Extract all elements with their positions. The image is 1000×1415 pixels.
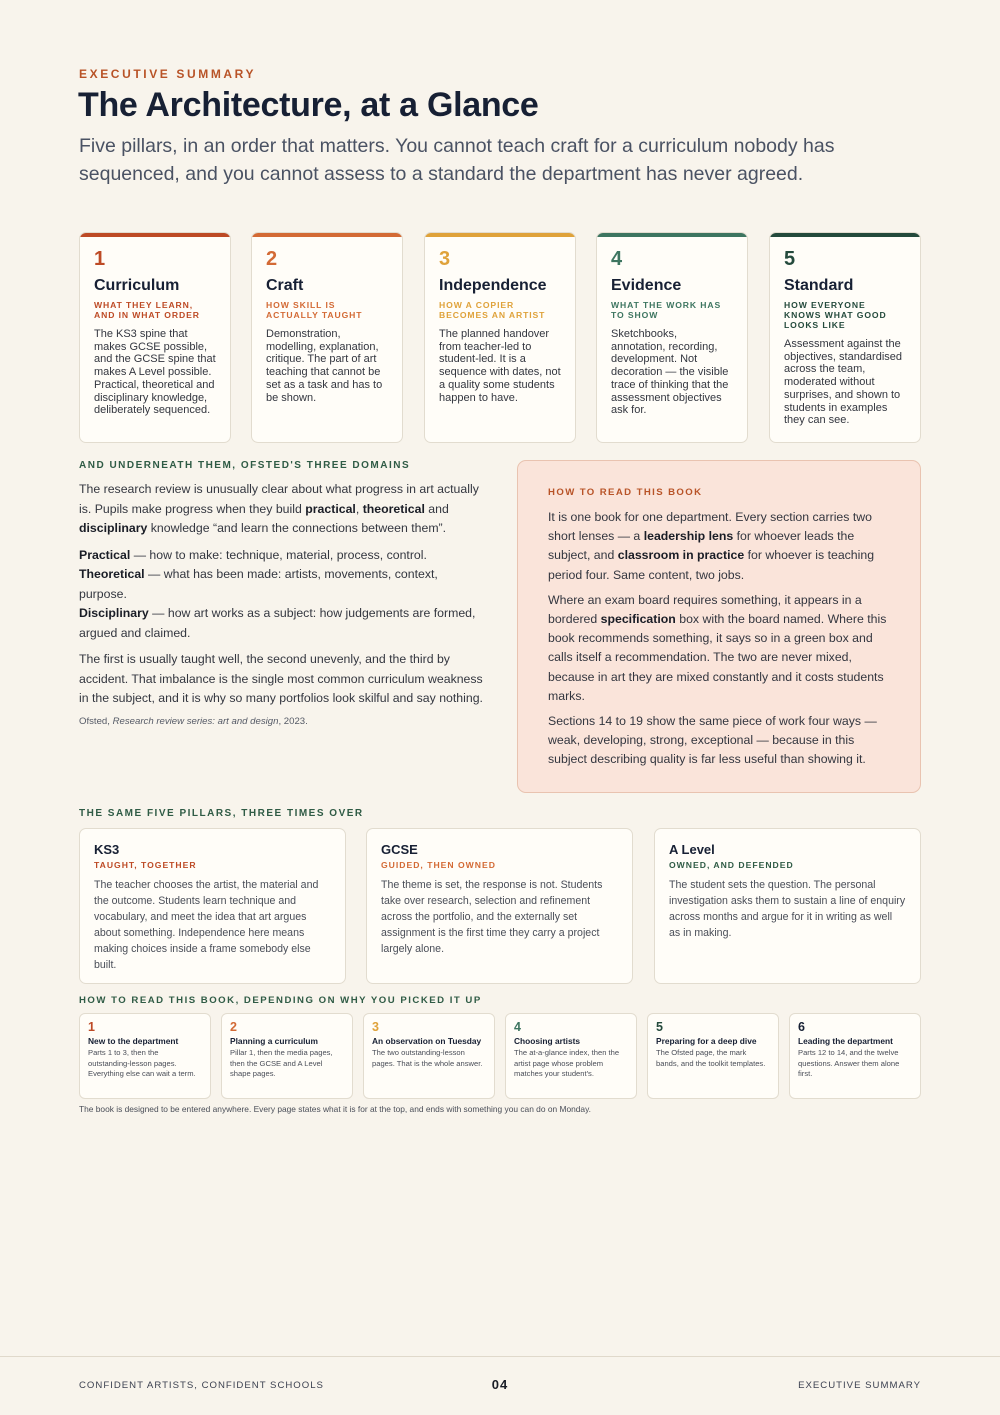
- stage-cards: [79, 828, 921, 984]
- pillar-number: 4: [611, 248, 623, 270]
- how-to-read-box: [517, 460, 921, 793]
- pillar-cards: [79, 232, 921, 443]
- route-description: Parts 12 to 14, and the twelve questions. Answer them alone first.: [798, 1048, 900, 1079]
- stage-name: GCSE: [381, 842, 418, 857]
- pillar-description: Sketchbooks, annotation, recording, development. Not decoration — the visible trace of thinking that the assessment objectives ask for.: [611, 328, 729, 417]
- route-number: 6: [798, 1020, 805, 1034]
- domain-practical-text: — how to make: technique, material, process, control.: [130, 547, 427, 562]
- bold-term: disciplinary: [79, 521, 148, 535]
- pillar-tag: HOW EVERYONE KNOWS WHAT GOOD LOOKS LIKE: [784, 300, 887, 330]
- route-name: An observation on Tuesday: [372, 1036, 482, 1046]
- page-lede: Five pillars, in an order that matters. You cannot teach craft for a curriculum nobody has sequenced, and you cannot assess to a standard the department has never agreed.: [79, 135, 835, 185]
- citation-title: Research review series: art and design: [112, 715, 279, 727]
- route-card-deep-dive: [647, 1013, 779, 1099]
- stage-name: A Level: [669, 842, 715, 857]
- stage-description: The theme is set, the response is not. Students take over research, selection and refinement across the portfolio, and the externally set assignment is the first time they carry a project largely alone.: [381, 879, 603, 955]
- route-name: Choosing artists: [514, 1036, 581, 1046]
- text-run: ,: [355, 501, 363, 516]
- route-name: Preparing for a deep dive: [656, 1036, 757, 1046]
- stage-name: KS3: [94, 842, 120, 857]
- ofsted-section-label: AND UNDERNEATH THEM, OFSTED'S THREE DOMAINS: [79, 460, 411, 471]
- domain-theoretical-term: Theoretical: [79, 567, 145, 581]
- pillar-tag: HOW SKILL IS ACTUALLY TAUGHT: [266, 300, 363, 320]
- pillar-card-evidence: [596, 232, 748, 443]
- bold-term: theoretical: [362, 501, 425, 516]
- pillar-card-standard: [769, 232, 921, 443]
- text-run: Ofsted,: [79, 715, 113, 727]
- routes-note: The book is designed to be entered anywhere. Every page states what it is for at the top, and ends with something you can do on Monday.: [79, 1104, 591, 1114]
- route-card-leading: [789, 1013, 921, 1099]
- route-name: Planning a curriculum: [230, 1036, 318, 1046]
- footer-section-name: EXECUTIVE SUMMARY: [798, 1380, 921, 1391]
- pillar-tag: WHAT THEY LEARN, AND IN WHAT ORDER: [94, 300, 200, 320]
- text-run: box with the board named. Where this book recommends something, it says so in a green box and calls itself a recommendation. The two are never mixed, because in art they are mixed constantly and it costs students marks.: [548, 612, 887, 703]
- text-run: knowledge “and learn the connections between them”.: [147, 521, 447, 535]
- pillar-number: 2: [266, 248, 278, 270]
- route-description: The at-a-glance index, then the artist page whose problem matches your student's.: [514, 1048, 620, 1079]
- stage-description: The teacher chooses the artist, the material and the outcome. Students learn technique and vocabulary, and meet the idea that art argues about something. Independence here means making choices inside a frame somebody else built.: [94, 879, 319, 971]
- stage-card-ks3: [79, 828, 346, 984]
- howto-paragraph-sections: Sections 14 to 19 show the same piece of work four ways — weak, developing, strong, exceptional — because in this subject describing quality is far less useful than showing it.: [548, 714, 877, 767]
- stage-card-a-level: [654, 828, 921, 984]
- pillar-name: Evidence: [611, 277, 682, 294]
- stage-tag: TAUGHT, TOGETHER: [94, 860, 197, 870]
- route-card-artists: [505, 1013, 637, 1099]
- page-title: The Architecture, at a Glance: [78, 86, 539, 124]
- route-description: Parts 1 to 3, then the outstanding-lesson pages. Everything else can wait a term.: [88, 1048, 196, 1079]
- footer-book-title: CONFIDENT ARTISTS, CONFIDENT SCHOOLS: [79, 1380, 324, 1391]
- bold-term: leadership lens: [643, 529, 734, 544]
- howto-paragraph-lenses: [548, 508, 890, 585]
- text-run: for whoever leads the subject, and: [548, 529, 855, 563]
- bold-term: specification: [600, 612, 676, 627]
- pillar-number: 5: [784, 248, 796, 270]
- text-run: and: [424, 501, 449, 516]
- route-name: Leading the department: [798, 1036, 893, 1046]
- ofsted-intro-paragraph: [79, 480, 489, 539]
- text-run: for whoever is teaching period four. Same content, two jobs.: [548, 548, 875, 582]
- pillar-name: Independence: [439, 277, 547, 294]
- bold-term: classroom in practice: [617, 548, 745, 563]
- pillar-card-independence: [424, 232, 576, 443]
- howto-paragraph-specification: [548, 591, 890, 706]
- route-card-observation: [363, 1013, 495, 1099]
- stage-description: The student sets the question. The personal investigation asks them to sustain a line of enquiry across months and argue for it in writing as well as in making.: [669, 879, 906, 939]
- pillar-description: Assessment against the objectives, standardised across the team, moderated without surprises, and shown to students in examples they can see.: [784, 338, 903, 427]
- pillar-card-curriculum: [79, 232, 231, 443]
- route-description: Pillar 1, then the media pages, then the GCSE and A Level shape pages.: [230, 1048, 333, 1079]
- domain-disciplinary-text: — how art works as a subject: how judgements are formed, argued and claimed.: [79, 606, 476, 640]
- pillar-number: 3: [439, 248, 451, 270]
- route-number: 2: [230, 1020, 237, 1034]
- ofsted-citation: [79, 716, 489, 727]
- route-card-new: [79, 1013, 211, 1099]
- pillar-description: The KS3 spine that makes GCSE possible, and the GCSE spine that makes A Level possible. Practical, theoretical and disciplinary knowledge, deliberately sequenced.: [94, 328, 216, 417]
- page-number: 04: [491, 1377, 509, 1392]
- pillar-name: Standard: [784, 277, 854, 294]
- text-run: Where an exam board requires something, it appears in a bordered: [548, 592, 862, 627]
- pillar-number: 1: [94, 248, 106, 270]
- text-run: , 2023.: [278, 715, 308, 727]
- route-number: 5: [656, 1020, 663, 1034]
- route-name: New to the department: [88, 1036, 179, 1046]
- ofsted-imbalance-paragraph: The first is usually taught well, the second unevenly, and the third by accident. That imbalance is the single most common curriculum weakness in the subject, and it is why so many portfolios look skilful and say nothing.: [79, 652, 483, 705]
- reading-route-cards: [79, 1013, 921, 1099]
- stage-tag: GUIDED, THEN OWNED: [381, 860, 496, 870]
- route-number: 1: [88, 1020, 95, 1034]
- text-run: The research review is unusually clear about what progress in art actually is. Pupils make progress when they build: [79, 482, 479, 516]
- ofsted-domain-definitions: [79, 546, 489, 644]
- stage-tag: OWNED, AND DEFENDED: [669, 860, 794, 870]
- stage-card-gcse: [366, 828, 633, 984]
- route-number: 4: [514, 1020, 521, 1034]
- route-number: 3: [372, 1020, 379, 1034]
- routes-section-label: HOW TO READ THIS BOOK, DEPENDING ON WHY YOU PICKED IT UP: [79, 995, 482, 1006]
- domain-practical-term: Practical: [79, 547, 131, 562]
- route-description: The two outstanding-lesson pages. That is the whole answer.: [372, 1048, 483, 1068]
- pillar-name: Craft: [266, 277, 304, 294]
- how-to-read-label: HOW TO READ THIS BOOK: [548, 487, 703, 498]
- ofsted-domains-text: [79, 480, 489, 727]
- domain-theoretical-text: — what has been made: artists, movements, context, purpose.: [79, 567, 438, 601]
- domain-disciplinary-term: Disciplinary: [79, 606, 149, 620]
- pillar-tag: HOW A COPIER BECOMES AN ARTIST: [439, 300, 546, 320]
- route-card-planning: [221, 1013, 353, 1099]
- footer-divider: [0, 1356, 1000, 1357]
- bold-term: practical: [305, 501, 356, 516]
- route-description: The Ofsted page, the mark bands, and the toolkit templates.: [656, 1048, 766, 1068]
- pillar-description: Demonstration, modelling, explanation, critique. The part of art teaching that cannot be set as a task and has to be shown.: [266, 328, 383, 404]
- pillar-name: Curriculum: [94, 277, 180, 294]
- stages-section-label: THE SAME FIVE PILLARS, THREE TIMES OVER: [79, 808, 364, 819]
- pillar-description: The planned handover from teacher-led to student-led. It is a sequence with dates, not a quality some students happen to have.: [439, 328, 561, 404]
- section-eyebrow: EXECUTIVE SUMMARY: [79, 67, 257, 81]
- pillar-tag: WHAT THE WORK HAS TO SHOW: [611, 300, 722, 320]
- pillar-card-craft: [251, 232, 403, 443]
- text-run: It is one book for one department. Every section carries two short lenses — a: [548, 510, 872, 544]
